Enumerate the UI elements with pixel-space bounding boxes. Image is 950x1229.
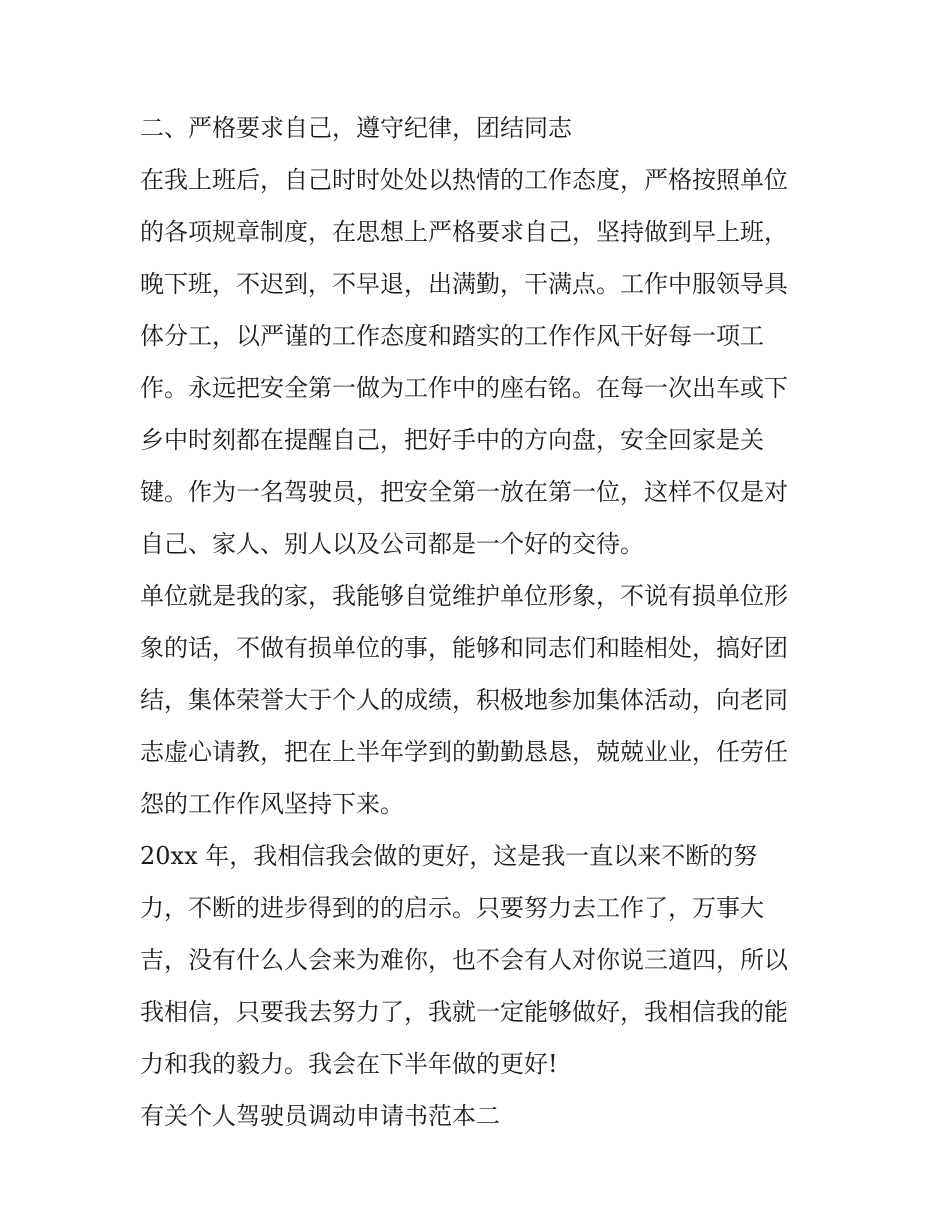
text-line: 单位就是我的家，我能够自觉维护单位形象，不说有损单位形 (140, 582, 788, 610)
text-line: 晚下班，不迟到，不早退，出满勤，干满点。工作中服领导具 (140, 270, 788, 298)
section-heading: 二、严格要求自己，遵守纪律，团结同志 (140, 114, 572, 142)
text-line: 在我上班后，自己时时处处以热情的工作态度，严格按照单位 (140, 166, 788, 194)
text-line: 吉，没有什么人会来为难你，也不会有人对你说三道四，所以 (140, 946, 788, 974)
text-line: 体分工，以严谨的工作态度和踏实的工作作风干好每一项工 (140, 322, 764, 350)
section-heading-next: 有关个人驾驶员调动申请书范本二 (140, 1102, 500, 1130)
text-line: 力，不断的进步得到的的启示。只要努力去工作了，万事大 (140, 894, 764, 922)
text-line: 志虚心请教，把在上半年学到的勤勤恳恳，兢兢业业，任劳任 (140, 738, 788, 766)
text-line: 20xx 年，我相信我会做的更好，这是我一直以来不断的努 (140, 842, 758, 870)
text-line: 象的话，不做有损单位的事，能够和同志们和睦相处，搞好团 (140, 634, 788, 662)
text-line: 怨的工作作风坚持下来。 (140, 790, 404, 818)
text-line: 自己、家人、别人以及公司都是一个好的交待。 (140, 530, 644, 558)
text-line: 力和我的毅力。我会在下半年做的更好! (140, 1050, 558, 1078)
text-line: 结，集体荣誉大于个人的成绩，积极地参加集体活动，向老同 (140, 686, 788, 714)
text-line: 作。永远把安全第一做为工作中的座右铭。在每一次出车或下 (140, 374, 788, 402)
text-line: 的各项规章制度，在思想上严格要求自己，坚持做到早上班， (140, 218, 788, 246)
text-line: 键。作为一名驾驶员，把安全第一放在第一位，这样不仅是对 (140, 478, 788, 506)
text-line: 乡中时刻都在提醒自己，把好手中的方向盘，安全回家是关 (140, 426, 764, 454)
text-line: 我相信，只要我去努力了，我就一定能够做好，我相信我的能 (140, 998, 788, 1026)
